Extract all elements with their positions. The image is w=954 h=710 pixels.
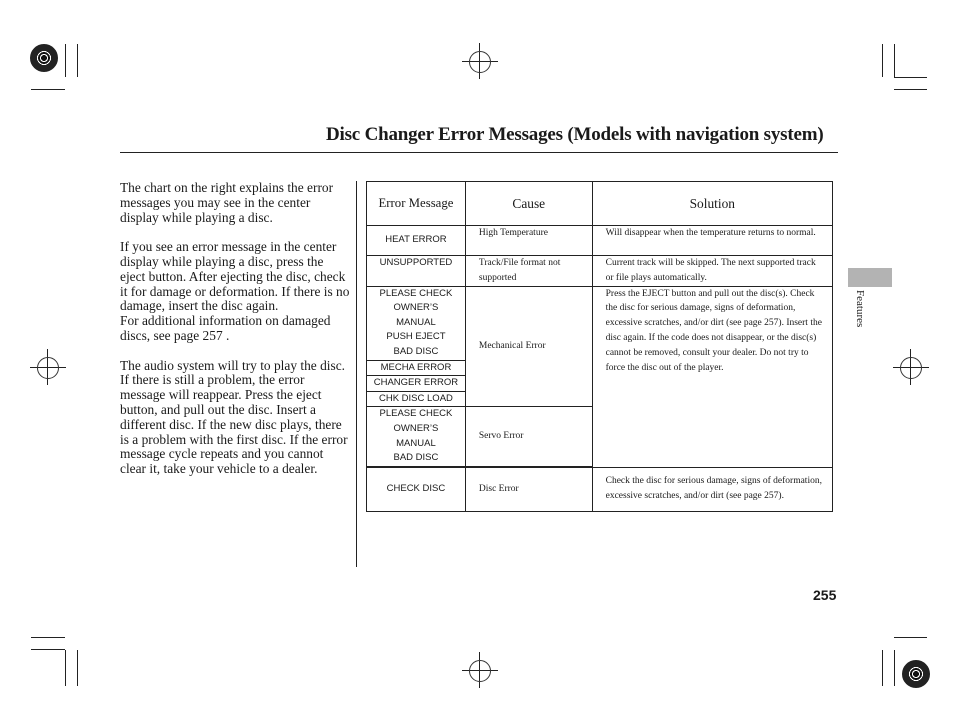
solution-cell: Check the disc for serious damage, signs of deformation, excessive scratches, and/or dirt (see page 257).: [592, 467, 832, 511]
page-title: Disc Changer Error Messages (Models with navigation system): [326, 124, 824, 145]
error-message-cell: UNSUPPORTED: [367, 256, 466, 287]
solution-cell: Press the EJECT button and pull out the disc(s). Check the disc for serious damage, signs of deformation, excessive scratches, and/or dirt (see page 257). Insert the disc again. If the code does not disappear, or the disc(s) cannot be removed, consult your dealer. Do not try to force the disc out of the player.: [592, 286, 832, 467]
registration-target-icon: [37, 357, 59, 379]
intro-text: [120, 181, 352, 492]
page-number: 255: [813, 587, 837, 603]
table-row: [367, 286, 833, 360]
intro-paragraph: If you see an error message in the center display while playing a disc, press the eject button. After ejecting the disc, check it for damage or deformation. If there is no damage, insert the disc again.: [120, 239, 350, 314]
error-message-cell: CHK DISC LOAD: [367, 391, 466, 407]
header-cause: Cause: [465, 182, 592, 226]
registration-target-icon: [469, 660, 491, 682]
error-message-line: BAD DISC: [393, 345, 439, 357]
error-message-line: PUSH EJECT: [386, 331, 446, 343]
error-message-line: MANUAL: [396, 316, 436, 328]
registration-target-icon: [900, 357, 922, 379]
error-message-cell: [367, 286, 466, 360]
intro-paragraph: The chart on the right explains the error messages you may see in the center display while playing a disc.: [120, 180, 334, 225]
intro-paragraph: For additional information on damaged discs, see page 257 .: [120, 313, 331, 343]
table-row: [367, 226, 833, 256]
column-divider: [356, 181, 357, 567]
solution-cell: Will disappear when the temperature returns to normal.: [592, 226, 832, 256]
title-rule: [120, 152, 838, 153]
registration-sunburst-icon: [30, 44, 58, 72]
error-message-line: MANUAL: [396, 437, 436, 449]
error-message-cell: [367, 407, 466, 466]
error-message-line: PLEASE CHECK: [379, 408, 453, 420]
error-message-cell: MECHA ERROR: [367, 360, 466, 376]
cause-cell: Disc Error: [465, 467, 592, 511]
solution-cell: Current track will be skipped. The next supported track or file plays automatically.: [592, 256, 832, 287]
cause-cell: High Temperature: [465, 226, 592, 256]
error-message-table: [366, 181, 833, 512]
error-message-line: OWNER’S: [393, 302, 439, 314]
table-header-row: [367, 182, 833, 226]
table-row: [367, 256, 833, 287]
error-message-line: BAD DISC: [393, 452, 439, 464]
error-message-line: PLEASE CHECK: [379, 287, 453, 299]
error-message-cell: CHANGER ERROR: [367, 376, 466, 392]
cause-cell: Servo Error: [465, 407, 592, 466]
header-error-message: Error Message: [367, 182, 466, 226]
registration-target-icon: [469, 51, 491, 73]
cause-cell: Mechanical Error: [465, 286, 592, 407]
section-label: Features: [854, 290, 866, 328]
table-row: [367, 467, 833, 511]
registration-sunburst-icon: [902, 660, 930, 688]
error-message-line: OWNER’S: [393, 422, 439, 434]
error-message-cell: CHECK DISC: [367, 467, 466, 511]
error-message-cell: HEAT ERROR: [367, 226, 466, 256]
header-solution: Solution: [592, 182, 832, 226]
cause-cell: Track/File format not supported: [465, 256, 592, 287]
section-tab: [848, 268, 892, 287]
intro-paragraph: The audio system will try to play the disc. If there is still a problem, the error message will reappear. Press the eject button, and pull out the disc. Insert a different disc. If the new disc plays, there is a problem with the first disc. If the error message cycle repeats and you cannot clear it, take your vehicle to a dealer.: [120, 357, 348, 477]
